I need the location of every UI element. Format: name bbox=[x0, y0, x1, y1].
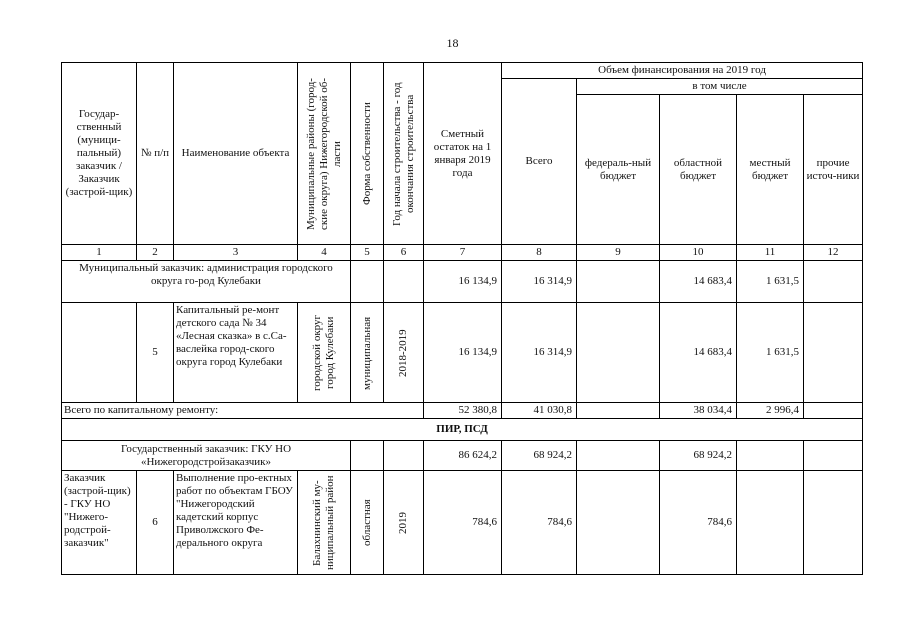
header-federal: федераль-ный бюджет bbox=[577, 95, 660, 245]
capital-total-regional: 38 034,4 bbox=[660, 403, 737, 419]
item5-years: 2018-2019 bbox=[384, 303, 424, 403]
item5-num: 5 bbox=[137, 303, 174, 403]
capital-total-total: 41 030,8 bbox=[502, 403, 577, 419]
table-row bbox=[62, 303, 863, 403]
section-row bbox=[62, 419, 863, 441]
state-customer-label: Государственный заказчик: ГКУ НО «Нижегородстройзаказчик» bbox=[62, 441, 351, 471]
table-row bbox=[62, 441, 863, 471]
capital-total-remainder: 52 380,8 bbox=[424, 403, 502, 419]
funding-table bbox=[61, 62, 863, 575]
muni-total: 16 314,9 bbox=[502, 261, 577, 303]
item5-regional: 14 683,4 bbox=[660, 303, 737, 403]
muni-remainder: 16 134,9 bbox=[424, 261, 502, 303]
header-local: местный бюджет bbox=[737, 95, 804, 245]
item5-ownership: муниципальная bbox=[351, 303, 384, 403]
header-total: Всего bbox=[502, 79, 577, 245]
item5-total: 16 314,9 bbox=[502, 303, 577, 403]
col-number: 5 bbox=[351, 245, 384, 261]
table-row bbox=[62, 403, 863, 419]
col-number: 1 bbox=[62, 245, 137, 261]
item5-remainder: 16 134,9 bbox=[424, 303, 502, 403]
item6-years: 2019 bbox=[384, 471, 424, 575]
item5-district: городской округ город Кулебаки bbox=[298, 303, 351, 403]
col-number: 3 bbox=[174, 245, 298, 261]
item6-ownership: областная bbox=[351, 471, 384, 575]
header-regional: областной бюджет bbox=[660, 95, 737, 245]
muni-local: 1 631,5 bbox=[737, 261, 804, 303]
col-number: 10 bbox=[660, 245, 737, 261]
col-number: 6 bbox=[384, 245, 424, 261]
col-number: 12 bbox=[804, 245, 863, 261]
state-total: 68 924,2 bbox=[502, 441, 577, 471]
header-funding-group: Объем финансирования на 2019 год bbox=[502, 63, 863, 79]
item5-local: 1 631,5 bbox=[737, 303, 804, 403]
header-customer: Государ-ственный (муници-пальный) заказчик / Заказчик (застрой-щик) bbox=[62, 63, 137, 245]
item6-regional: 784,6 bbox=[660, 471, 737, 575]
capital-total-local: 2 996,4 bbox=[737, 403, 804, 419]
header-ownership: Форма собственности bbox=[351, 63, 384, 245]
header-object: Наименование объекта bbox=[174, 63, 298, 245]
muni-regional: 14 683,4 bbox=[660, 261, 737, 303]
item6-remainder: 784,6 bbox=[424, 471, 502, 575]
item6-object: Выполнение про-ектных работ по объектам ГБОУ "Нижегородский кадетский корпус Приволжского Фе-дерального округа bbox=[174, 471, 298, 575]
column-numbers-row bbox=[62, 245, 863, 261]
col-number: 11 bbox=[737, 245, 804, 261]
capital-total-label: Всего по капитальному ремонту: bbox=[62, 403, 424, 419]
header-remainder: Сметный остаток на 1 января 2019 года bbox=[424, 63, 502, 245]
item5-object: Капитальный ре-монт детского сада № 34 «Лесная сказка» в с.Са-васлейка город-ского округа город Кулебаки bbox=[174, 303, 298, 403]
page-number: 18 bbox=[446, 36, 459, 50]
header-num: № п/п bbox=[137, 63, 174, 245]
item6-total: 784,6 bbox=[502, 471, 577, 575]
state-regional: 68 924,2 bbox=[660, 441, 737, 471]
state-remainder: 86 624,2 bbox=[424, 441, 502, 471]
header-years: Год начала строительства - год окончания строительства bbox=[384, 63, 424, 245]
section-title: ПИР, ПСД bbox=[62, 419, 863, 441]
header-other: прочие источ-ники bbox=[804, 95, 863, 245]
header-including: в том числе bbox=[577, 79, 863, 95]
item6-num: 6 bbox=[137, 471, 174, 575]
col-number: 4 bbox=[298, 245, 351, 261]
col-number: 8 bbox=[502, 245, 577, 261]
col-number: 7 bbox=[424, 245, 502, 261]
col-number: 9 bbox=[577, 245, 660, 261]
item6-district: Балахнинский му-ниципальный район bbox=[298, 471, 351, 575]
table-row bbox=[62, 261, 863, 303]
item6-customer: Заказчик (застрой-щик) - ГКУ НО "Нижего-родстрой-заказчик" bbox=[62, 471, 137, 575]
header-districts: Муниципальные районы (город-ские округа) Нижегородской об-ласти bbox=[298, 63, 351, 245]
table-row bbox=[62, 471, 863, 575]
muni-customer-label: Муниципальный заказчик: администрация городского округа го-род Кулебаки bbox=[62, 261, 351, 303]
col-number: 2 bbox=[137, 245, 174, 261]
